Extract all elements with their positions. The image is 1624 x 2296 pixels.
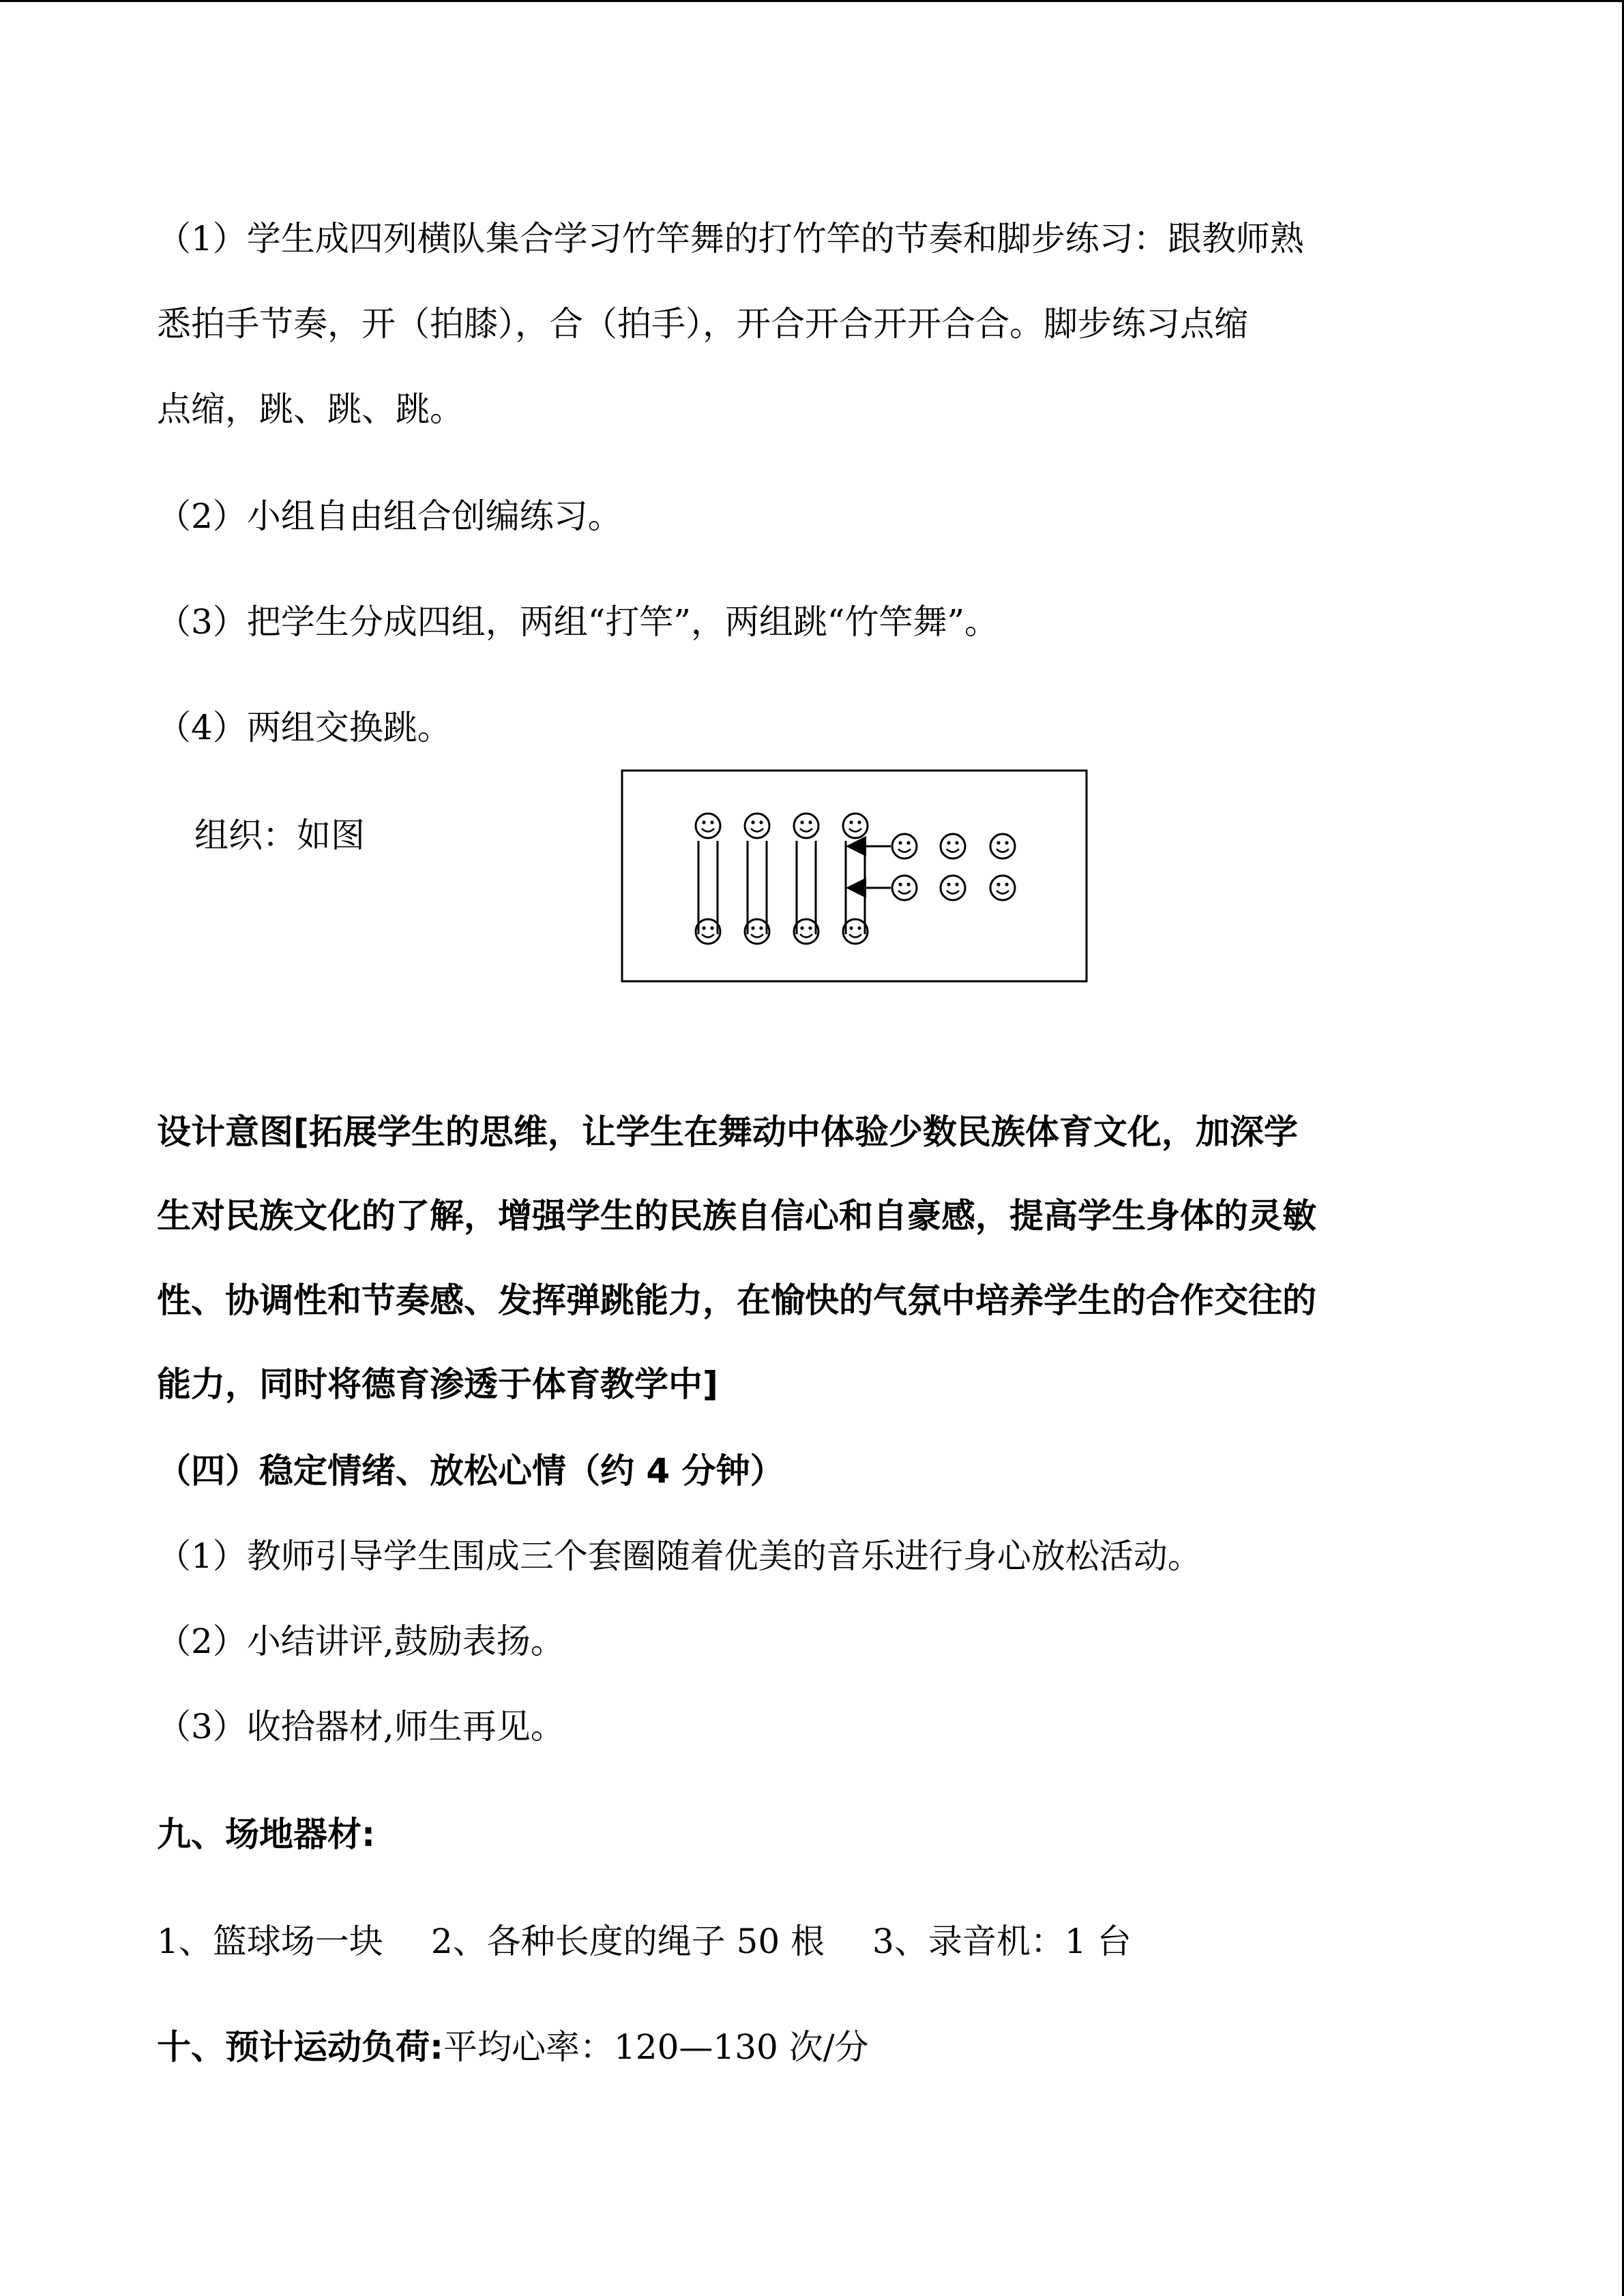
smiley-face-icon bbox=[696, 814, 720, 838]
relax-step-1: （1）教师引导学生围成三个套圈随着优美的音乐进行身心放松活动。 bbox=[157, 1536, 1202, 1576]
design-intent-line-3: 性、协调性和节奏感、发挥弹跳能力，在愉快的气氛中培养学生的合作交往的 bbox=[157, 1281, 1316, 1320]
organization-label: 组织：如图 bbox=[194, 816, 365, 855]
materials-list bbox=[157, 1921, 1494, 1962]
relax-step-3: （3）收拾器材,师生再见。 bbox=[157, 1707, 565, 1746]
smiley-face-icon bbox=[794, 814, 818, 838]
smiley-face-icon bbox=[892, 876, 917, 900]
material-1: 1、篮球场一块 bbox=[157, 1922, 383, 1961]
smiley-face-icon bbox=[892, 834, 917, 859]
average-heart-rate: 平均心率：120—130 次/分 bbox=[443, 2027, 869, 2067]
section-9-heading: 九、场地器材: bbox=[157, 1815, 375, 1854]
pole-pair-2 bbox=[745, 814, 769, 944]
waiting-row-1 bbox=[848, 834, 1015, 859]
pole-pair-4 bbox=[843, 814, 868, 944]
design-intent-line-1: 设计意图[拓展学生的思维，让学生在舞动中体验少数民族体育文化，加深学 bbox=[157, 1112, 1298, 1152]
section-4-heading: （四）稳定情绪、放松心情（约 4 分钟） bbox=[157, 1451, 784, 1491]
smiley-face-icon bbox=[745, 814, 769, 838]
page-border-top bbox=[0, 0, 1624, 2]
pole-pair-3 bbox=[794, 814, 818, 944]
pole-pair-1 bbox=[696, 814, 720, 944]
diagram-border bbox=[622, 771, 1087, 981]
design-intent-line-2: 生对民族文化的了解，增强学生的民族自信心和自豪感，提高学生身体的灵敏 bbox=[157, 1196, 1316, 1236]
smiley-face-icon bbox=[941, 834, 965, 859]
waiting-row-2 bbox=[848, 876, 1015, 900]
step-4: （4）两组交换跳。 bbox=[157, 708, 452, 747]
step-3: （3）把学生分成四组，两组“打竿”，两组跳“竹竿舞”。 bbox=[157, 602, 999, 642]
formation-diagram bbox=[621, 769, 1088, 983]
step-1-line-3: 点缩，跳、跳、跳。 bbox=[157, 389, 464, 429]
smiley-face-icon bbox=[990, 834, 1015, 859]
step-1-line-2: 悉拍手节奏，开（拍膝），合（拍手），开合开合开开合合。脚步练习点缩 bbox=[157, 304, 1248, 344]
smiley-face-icon bbox=[843, 814, 868, 838]
step-2: （2）小组自由组合创编练习。 bbox=[157, 496, 622, 536]
design-intent-line-4: 能力，同时将德育渗透于体育教学中] bbox=[157, 1365, 718, 1404]
smiley-face-icon bbox=[941, 876, 965, 900]
smiley-face-icon bbox=[990, 876, 1015, 900]
material-3: 3、录音机：1 台 bbox=[872, 1922, 1132, 1961]
section-10-heading: 十、预计运动负荷: bbox=[157, 2027, 443, 2067]
relax-step-2: （2）小结讲评,鼓励表扬。 bbox=[157, 1622, 565, 1661]
material-2: 2、各种长度的绳子 50 根 bbox=[430, 1922, 825, 1961]
section-10-line bbox=[157, 2027, 1494, 2068]
step-1-line-1: （1）学生成四列横队集合学习竹竿舞的打竹竿的节奏和脚步练习：跟教师熟 bbox=[157, 219, 1304, 258]
